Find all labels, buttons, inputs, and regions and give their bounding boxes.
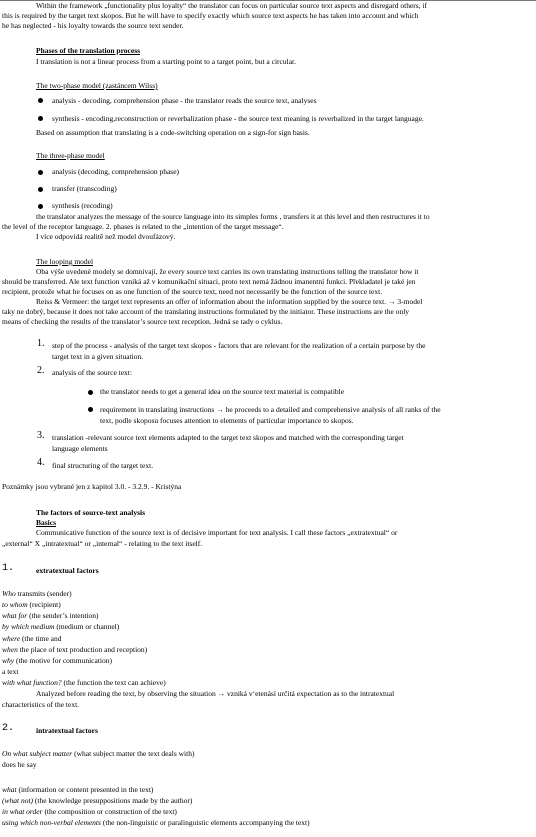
step-number: 1. (37, 338, 45, 349)
looping-line-2: should be transferred. Ale text function vzniká až v komunikační situaci, proto text nemá žádnou imanentní funkci. Překladatel je také jen (2, 277, 416, 286)
two-phase-analysis: analysis - decoding, comprehension phase - the translator reads the source text, analyses (52, 96, 317, 105)
step-number: 3. (37, 430, 45, 441)
bullet-icon (88, 407, 93, 412)
intro-line-3: he has neglected - his loyalty towards the source text sender. (2, 21, 184, 30)
section-number: 2. (2, 723, 15, 734)
extra-item: by which medium (medium or channel) (2, 622, 120, 631)
three-phase-line-3: I více odpovídá realitě než model dvoufázový. (36, 232, 176, 241)
step-1-line-1: step of the process - analysis of the target text skopos - factors that are relevant for the realization of a certain purpose by the (52, 341, 426, 350)
intra-subject-line: On what subject matter (what subject matter the text deals with) (2, 749, 195, 758)
bullet-icon (38, 187, 43, 192)
intra-item: what (information or content presented in the text) (2, 785, 154, 794)
chapter-note: Poznámky jsou vybrané jen z kapitol 3.0. - 3.2.9. - Kristýna (2, 482, 182, 491)
extra-line-2: characteristics of the text. (2, 700, 80, 709)
two-phase-heading: The two-phase model (zastáncem Wilss) (36, 81, 158, 90)
factors-line-1: Communicative function of the source text is of decisive important for text analysis. I call these factors „extratextual“ or (36, 528, 398, 537)
intra-item: (what not) (the knowledge presuppositions made by the author) (2, 796, 193, 805)
three-phase-analysis: analysis (decoding, comprehension phase) (52, 167, 180, 176)
extra-item: a text (2, 667, 19, 676)
factors-line-2: „external“ X „intratextual“ or „internal“ - relating to the text itself. (2, 539, 203, 548)
step-4-line-1: final structuring of the target text. (52, 461, 154, 470)
step-number: 4. (37, 457, 45, 468)
looping-line-1: Oba výše uvedené modely se domnívají, že every source text carries its own translating instructions telling the translator how it (36, 267, 419, 276)
intratextual-title: intratextual factors (36, 726, 98, 735)
intra-says-line: does he say (2, 760, 37, 769)
step-2-line-1: analysis of the source text: (52, 368, 132, 377)
basics-heading: Basics (36, 518, 57, 527)
extra-item: with what function? (the function the text can achieve) (2, 678, 166, 687)
looping-line-6: means of checking the results of the translator’s source text reception. Jedná se tady o cyklus. (2, 317, 283, 326)
looping-line-3: recipient, protože what he focuses on as one function of the source text, need not necessarily be the function of the source text. (2, 287, 383, 296)
sub-bullet-1: the translator needs to get a general idea on the source text material is compatible (100, 387, 345, 396)
two-phase-synthesis: synthesis - encoding,reconstruction or reverbalization phase - the source text meaning is reverbalized in the target language. (52, 114, 424, 123)
extra-item: where (the time and (2, 634, 62, 643)
intro-line-2: this is required by the target text skopos. But he will have to specify exactly which source text aspects he has taken into account and which (2, 11, 419, 20)
three-phase-synthesis: synthesis (recoding) (52, 201, 113, 210)
looping-line-4: Reiss & Vermeer: the target text represents an offer of information about the information supplied by the source text. → 3-model (36, 297, 423, 306)
three-phase-line-1: the translator analyzes the message of the source language into its simples forms , transfers it at this level and then restructures it to (36, 212, 430, 221)
three-phase-transfer: transfer (transcoding) (52, 184, 117, 193)
extra-line-1: Analyzed before reading the text, by observing the situation → vzniká v‘etenásí určitá expectation as to the intratextual (36, 689, 395, 698)
looping-line-5: taky ne dobrý, because it does not take account of the translating instructions formulated by the initiator. These instructions are the only (2, 307, 410, 316)
extra-item: Who transmits (sender) (2, 589, 72, 598)
step-3-line-1: translation -relevant source text elements adapted to the target text skopos and matched with the corresponding target (52, 433, 404, 442)
extra-item: what for (the sender’s intention) (2, 611, 99, 620)
factors-heading: The factors of source-text analysis (36, 508, 146, 517)
extra-item: to whom (recipient) (2, 600, 61, 609)
extratextual-title: extratextual factors (36, 566, 99, 575)
intra-item: using which non-verbal elements (the non-linguistic or paralinguistic elements accompanying the text) (2, 818, 310, 827)
sub-bullet-2-line-1: requirement in translating instructions → he proceeds to a detailed and comprehensive analysis of all ranks of the (100, 405, 441, 414)
extra-item: when the place of text production and reception) (2, 645, 148, 654)
intro-line-1: Within the framework „functionality plus loyalty“ the translator can focus on particular source text aspects and disregard others, if (36, 1, 428, 10)
phases-text: I translation is not a linear process from a starting point to a target point, but a circular. (36, 57, 296, 66)
bullet-icon (38, 98, 43, 103)
bullet-icon (88, 390, 93, 395)
step-number: 2. (37, 365, 45, 376)
bullet-icon (38, 170, 43, 175)
extra-item: why (the motive for communication) (2, 656, 112, 665)
step-3-line-2: language elements (52, 444, 108, 453)
bullet-icon (38, 116, 43, 121)
step-1-line-2: target text in a given situation. (52, 352, 144, 361)
intra-item: in what order (the composition or construction of the text) (2, 807, 177, 816)
phases-heading: Phases of the translation process (36, 46, 141, 55)
two-phase-note: Based on assumption that translating is a code-switching operation on a sign-for sign basis. (36, 128, 310, 137)
sub-bullet-2-line-2: text, podle skoposu focuses attention to elements of particular importance to skopos. (100, 416, 354, 425)
looping-heading: The looping model (36, 257, 94, 266)
three-phase-heading: The three-phase model (36, 151, 105, 160)
bullet-icon (38, 204, 43, 209)
section-number: 1. (2, 563, 15, 574)
three-phase-line-2: the level of the receptor language. 2. phases is related to the „intention of the target message“. (2, 222, 284, 231)
